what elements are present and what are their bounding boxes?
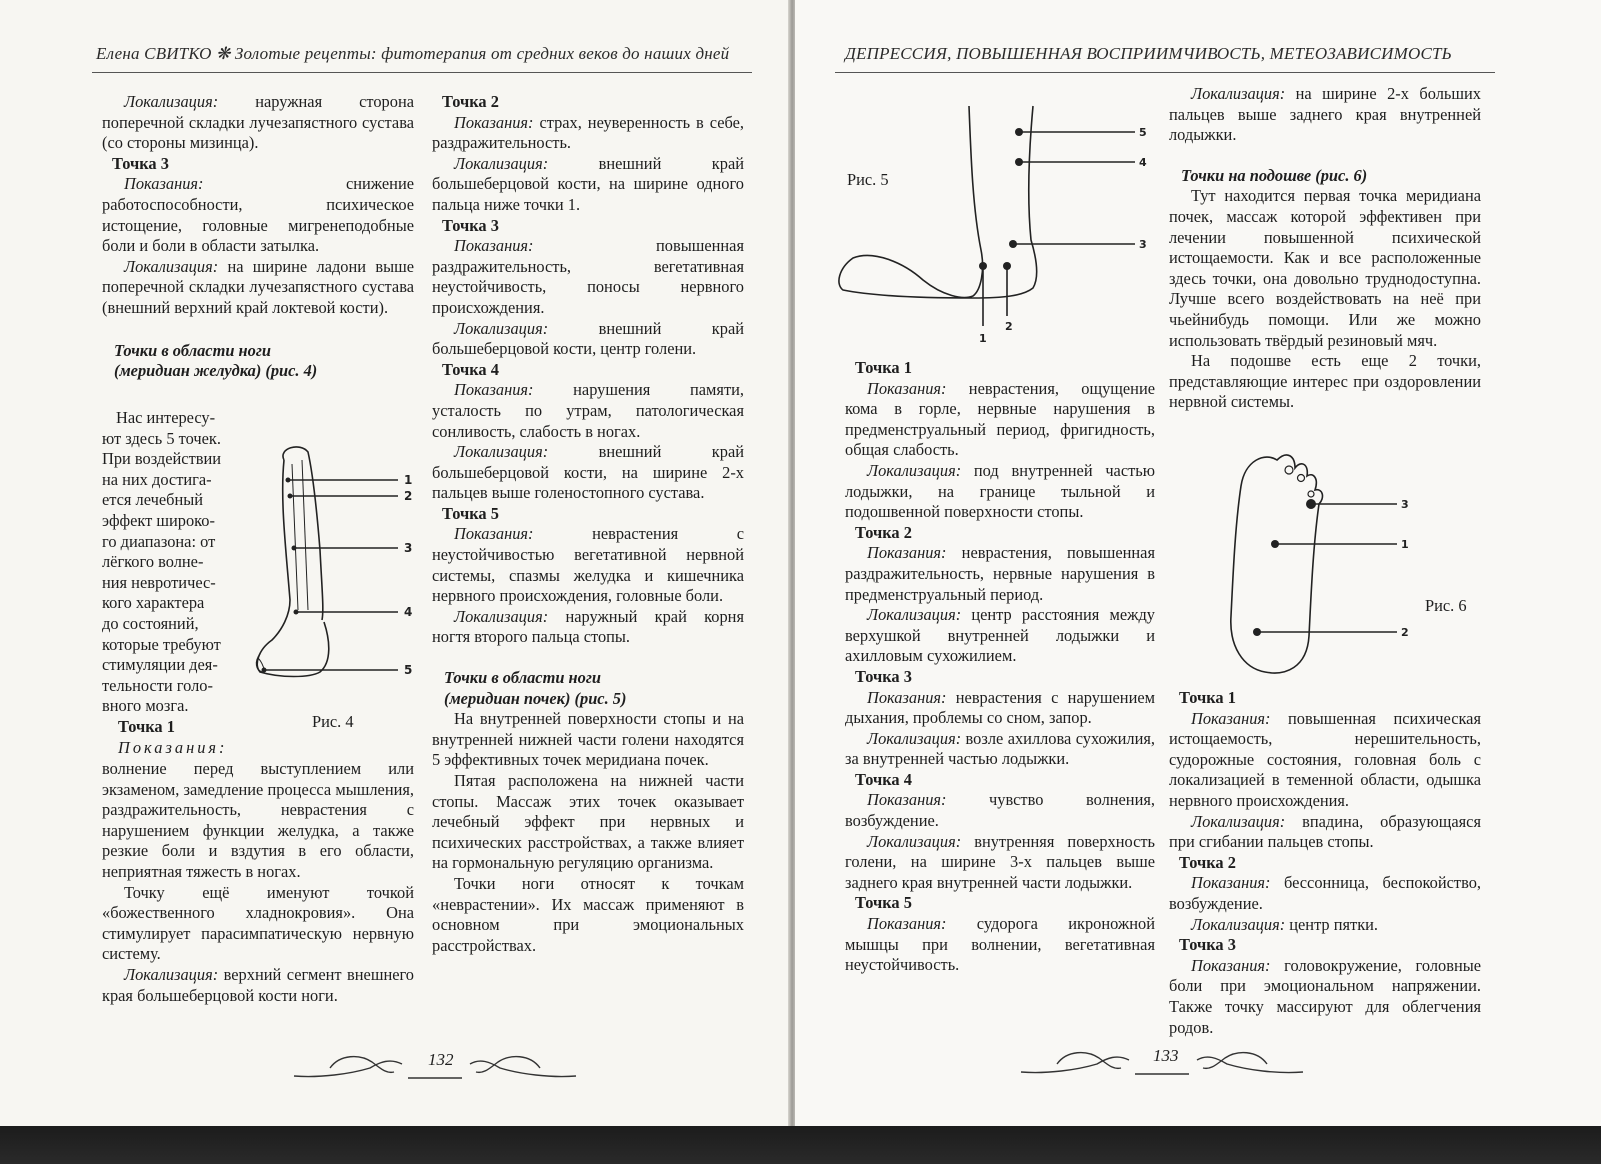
line: Нас интересу-: [116, 408, 216, 427]
header-rule: [92, 72, 752, 73]
line: на них достига-: [102, 469, 212, 489]
paragraph: Локализация: впадина, образующаяся при сгибании пальцев стопы.: [1169, 811, 1481, 852]
figure-4-leg: [250, 440, 425, 690]
paragraph: Показания: бессонница, беспокойство, возбуждение.: [1169, 873, 1481, 913]
line: лёгкого волне-: [102, 552, 204, 572]
paragraph: Показания: неврастения с нарушением дыхания, проблемы со сном, запор.: [845, 687, 1155, 728]
line: кого характера: [102, 593, 205, 613]
fig-label: 1: [404, 473, 413, 487]
line: При воздействии: [102, 449, 222, 469]
figure-caption: Рис. 4: [312, 712, 354, 731]
line: ют здесь 5 точек.: [102, 428, 221, 448]
fig-label: 5: [1139, 126, 1147, 139]
point-heading: Точка 2: [1179, 852, 1236, 872]
paragraph: Пятая расположена на нижней части стопы. Массаж этих точек оказывает лечебный эффект при нервных и психических расстройствах, а также влияет на гормональную регуляцию организма.: [432, 771, 744, 873]
line: ния невротичес-: [102, 572, 216, 592]
paragraph: Локализация: внешний край большеберцовой кости, на ширине 2-х пальцев выше голеностопного сустава.: [432, 442, 744, 503]
running-header-right: ДЕПРЕССИЯ, ПОВЫШЕННАЯ ВОСПРИИМЧИВОСТЬ, МЕТЕОЗАВИСИМОСТЬ: [845, 44, 1452, 63]
section-heading: Точки в области ноги: [114, 340, 272, 360]
right-column-1: [845, 358, 1155, 976]
fig-label: 3: [1139, 238, 1147, 251]
paragraph: Локализация: внешний край большеберцовой кости, на ширине одного пальца ниже точки 1.: [432, 153, 744, 214]
line: которые требуют: [102, 634, 221, 654]
figure-caption: Рис. 6: [1425, 596, 1467, 615]
paragraph: Показания: судорога икроножной мышцы при волнении, вегетативная неустойчивость.: [845, 914, 1155, 975]
paragraph: волнение перед выступлением или экзаменом, замедление процесса мышления, раздражительность, неврастения с нарушением функции желудка, а также резкие боли и вздутия в его области, неприятная тяжесть в ногах.: [102, 759, 414, 881]
paragraph: Показания: страх, неуверенность в себе, раздражительность.: [432, 112, 744, 153]
paragraph: Показания: нарушения памяти, усталость по утрам, патологическая сонливость, слабость в ногах.: [432, 380, 744, 441]
paragraph: Локализация: под внутренней частью лодыжки, на границе тыльной и подошвенной поверхности стопы.: [845, 460, 1155, 522]
label: Показания:: [118, 737, 228, 757]
line: стимуляции дея-: [102, 655, 218, 675]
line: вного мозга.: [102, 696, 189, 716]
paragraph: Показания: неврастения с неустойчивостью вегетативной нервной системы, спазмы желудка и кишечника нервного происхождения, головные боли.: [432, 524, 744, 606]
point-heading: Точка 2: [855, 522, 912, 542]
paragraph: Показания: неврастения, ощущение кома в горле, нервные нарушения в предменструальный период, фригидность, общая слабость.: [845, 378, 1155, 460]
wrap-text: [102, 408, 248, 758]
figure-caption: Рис. 5: [847, 170, 889, 189]
left-page: [0, 0, 790, 1130]
point-heading: Точка 2: [442, 92, 499, 111]
right-column-2-lower: [1169, 688, 1481, 1038]
point-heading: Точка 3: [1179, 935, 1236, 955]
point-heading: Точка 3: [112, 153, 169, 173]
paragraph: Показания: неврастения, повышенная раздражительность, нервные нарушения в предменструальный период.: [845, 543, 1155, 604]
paragraph: Тут находится первая точка меридиана почек, массаж которой эффективен при лечении повышенной психической истощаемости. Как и все расположенные здесь точки, она довольно труднодоступна. Лучше всего воздействовать на неё при чьейнибудь помощи. Или же можно использовать твёрдый резиновый мяч.: [1169, 186, 1481, 350]
left-column-2: [432, 92, 744, 956]
point-heading: Точка 1: [1179, 688, 1236, 707]
fig-label: 2: [404, 489, 413, 503]
section-heading: (меридиан почек) (рис. 5): [444, 688, 627, 708]
line: эффект широко-: [102, 510, 215, 530]
running-header-left: Елена СВИТКО ❋ Золотые рецепты: фитотерапия от средних веков до наших дней: [96, 44, 730, 63]
page-number-right: 133: [1153, 1046, 1179, 1065]
point-heading: Точка 4: [442, 359, 499, 379]
paragraph: Точки ноги относят к точкам «неврастении». Их массаж применяют в основном при эмоциональных расстройствах.: [432, 873, 744, 955]
fig-label: 1: [1401, 538, 1409, 551]
paragraph: Локализация: наружная сторона поперечной складки лучезапястного сустава (со стороны мизинца).: [102, 92, 414, 153]
paragraph: Показания: повышенная раздражительность, вегетативная неустойчивость, поносы нервного происхождения.: [432, 236, 744, 317]
point-heading: Точка 1: [118, 716, 175, 736]
fig-label: 4: [1139, 156, 1147, 169]
line: ется лечебный: [102, 490, 204, 510]
paragraph: На подошве есть еще 2 точки, представляющие интерес при оздоровлении нервной системы.: [1169, 351, 1481, 412]
fig-label: 1: [979, 332, 987, 345]
section-heading: (меридиан желудка) (рис. 4): [114, 361, 318, 381]
paragraph: Локализация: внешний край большеберцовой кости, центр голени.: [432, 318, 744, 359]
figure-6-sole: [1215, 446, 1425, 686]
fig-label: 2: [1005, 320, 1013, 333]
fig-label: 3: [1401, 498, 1409, 511]
line: го диапазона: от: [102, 531, 216, 551]
point-heading: Точка 3: [442, 215, 499, 235]
line: тельности голо-: [102, 675, 213, 695]
paragraph: Локализация: верхний сегмент внешнего края большеберцовой кости ноги.: [102, 964, 414, 1005]
header-rule: [835, 72, 1495, 73]
page-number-left: 132: [428, 1050, 454, 1069]
paragraph: Показания: чувство волнения, возбуждение.: [845, 790, 1155, 831]
section-heading: Точки на подошве (рис. 6): [1181, 165, 1368, 185]
paragraph: На внутренней поверхности стопы и на внутренней нижней части голени находятся 5 эффективных точек меридиана почек.: [432, 709, 744, 770]
paragraph: Показания: снижение работоспособности, психическое истощение, головные мигренеподобные боли и боли в области затылка.: [102, 174, 414, 256]
paragraph: Точку ещё именуют точкой «божественного хладнокровия». Она стимулирует парасимпатическую нервную систему.: [102, 882, 414, 964]
paragraph: Показания: головокружение, головные боли при эмоциональном напряжении. Также точку массируют для облегчения родов.: [1169, 955, 1481, 1037]
section-heading: Точки в области ноги: [444, 668, 602, 688]
fig-label: 5: [404, 663, 413, 677]
left-column-1-lower: [102, 759, 414, 1006]
right-page: [795, 0, 1601, 1130]
point-heading: Точка 3: [855, 666, 912, 686]
right-column-2-upper: [1169, 84, 1481, 413]
point-heading: Точка 4: [855, 769, 912, 789]
fig-label: 2: [1401, 626, 1409, 639]
paragraph: Локализация: на ширине 2-х больших пальцев выше заднего края внутренней лодыжки.: [1169, 84, 1481, 145]
paragraph: Локализация: на ширине ладони выше поперечной складки лучезапястного сустава (внешний верхний край локтевой кости).: [102, 256, 414, 317]
fig-label: 3: [404, 541, 413, 555]
paragraph: Локализация: центр пятки.: [1191, 914, 1379, 934]
point-heading: Точка 5: [855, 893, 912, 913]
paragraph: Локализация: наружный край корня ногтя второго пальца стопы.: [432, 606, 744, 647]
paragraph: Локализация: возле ахиллова сухожилия, за внутренней частью лодыжки.: [845, 728, 1155, 769]
left-column-1: [102, 92, 414, 382]
paragraph: Показания: повышенная психическая истощаемость, нерешительность, судорожные состояния, головная боль с локализацией в теменной области, одышка нервного происхождения.: [1169, 708, 1481, 810]
paragraph: Локализация: центр расстояния между верхушкой внутренней лодыжки и ахилловым сухожилием.: [845, 605, 1155, 666]
point-heading: Точка 1: [855, 358, 912, 377]
line: до состояний,: [102, 613, 199, 633]
figure-5-foot: [833, 100, 1163, 350]
point-heading: Точка 5: [442, 503, 499, 523]
fig-label: 4: [404, 605, 413, 619]
bottom-edge: [0, 1126, 1601, 1164]
paragraph: Локализация: внутренняя поверхность голени, на ширине 3-х пальцев выше заднего края внутренней части лодыжки.: [845, 831, 1155, 892]
